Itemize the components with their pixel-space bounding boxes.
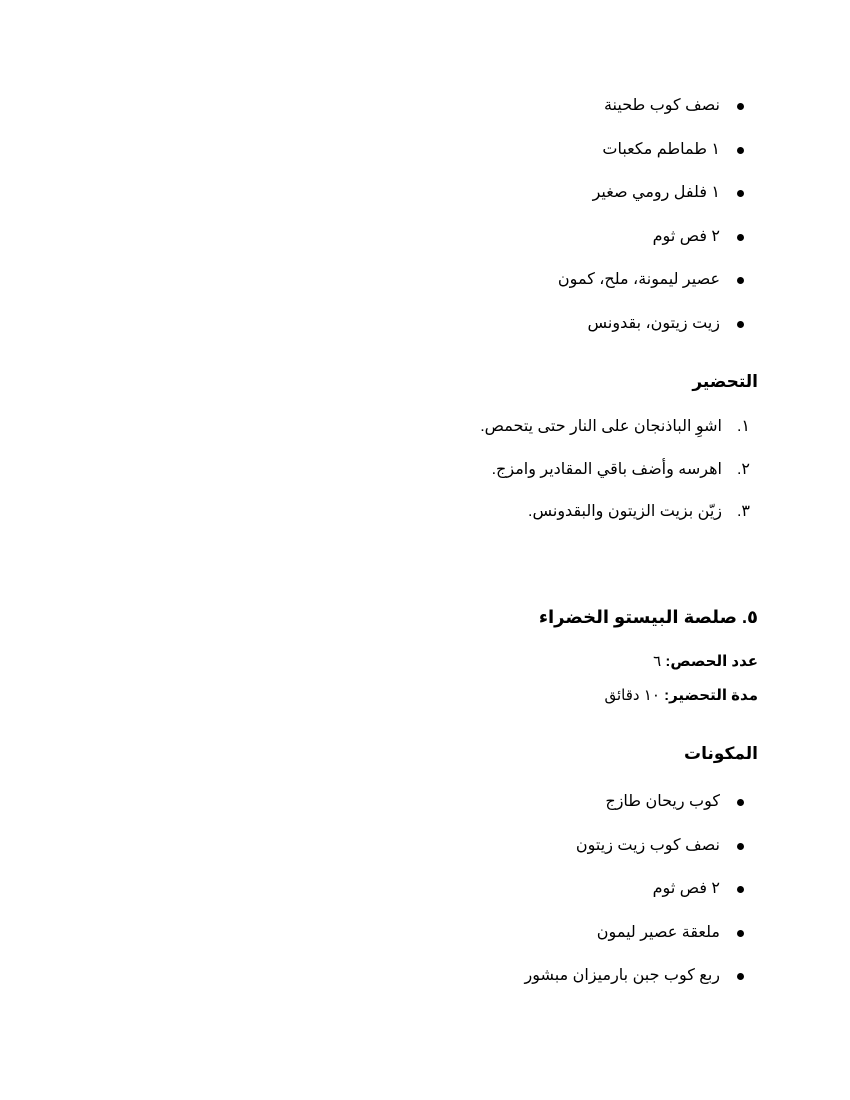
ingredients-heading: المكونات bbox=[683, 744, 758, 763]
list-item-text: عصير ليمونة، ملح، كمون bbox=[557, 271, 720, 288]
bullet-icon bbox=[737, 930, 744, 937]
ingredients-list-continued bbox=[250, 95, 750, 356]
bullet-icon bbox=[737, 886, 744, 893]
list-item bbox=[250, 313, 750, 357]
step-text: اهرسه وأضف باقي المقادير وامزج. bbox=[491, 460, 722, 478]
preparation-steps bbox=[250, 416, 750, 544]
servings-value: ٦ bbox=[653, 653, 662, 670]
step-item bbox=[250, 501, 750, 544]
list-item bbox=[250, 182, 750, 226]
list-item-text: ٢ فص ثوم bbox=[652, 880, 720, 897]
list-item bbox=[250, 922, 750, 966]
list-item bbox=[250, 226, 750, 270]
list-item-text: ربع كوب جبن بارميزان مبشور bbox=[524, 967, 720, 984]
step-text: زيّن بزيت الزيتون والبقدونس. bbox=[528, 503, 722, 520]
bullet-icon bbox=[737, 103, 744, 110]
list-item-text: نصف كوب زيت زيتون bbox=[575, 836, 720, 854]
list-item-text: ١ طماطم مكعبات bbox=[602, 140, 720, 158]
prep-time-value: ١٠ دقائق bbox=[604, 687, 660, 704]
step-number: ٣. bbox=[736, 503, 750, 520]
step-text: اشوِ الباذنجان على النار حتى يتحمص. bbox=[480, 418, 722, 435]
servings-label: عدد الحصص: bbox=[665, 653, 758, 670]
recipe-title: ٥. صلصة البيستو الخضراء bbox=[538, 607, 758, 627]
bullet-icon bbox=[737, 147, 744, 154]
list-item-text: ملعقة عصير ليمون bbox=[596, 923, 720, 941]
bullet-icon bbox=[737, 190, 744, 197]
bullet-icon bbox=[737, 277, 744, 284]
bullet-icon bbox=[737, 799, 744, 806]
list-item bbox=[250, 835, 750, 879]
list-item bbox=[250, 965, 750, 1009]
bullet-icon bbox=[737, 234, 744, 241]
prep-time-line bbox=[605, 686, 759, 706]
prep-time-label: مدة التحضير: bbox=[664, 687, 758, 704]
bullet-icon bbox=[737, 843, 744, 850]
list-item bbox=[250, 269, 750, 313]
list-item bbox=[250, 791, 750, 835]
list-item bbox=[250, 139, 750, 183]
list-item-text: ١ فلفل رومي صغير bbox=[592, 184, 720, 201]
list-item bbox=[250, 95, 750, 139]
list-item bbox=[250, 878, 750, 922]
list-item-text: ٢ فص ثوم bbox=[652, 227, 720, 245]
step-number: ١. bbox=[736, 418, 750, 435]
list-item-text: نصف كوب طحينة bbox=[603, 97, 720, 114]
servings-line bbox=[653, 652, 758, 672]
list-item-text: زيت زيتون، بقدونس bbox=[587, 314, 720, 332]
ingredients-list bbox=[250, 791, 750, 1009]
step-number: ٢. bbox=[736, 460, 750, 478]
bullet-icon bbox=[737, 321, 744, 328]
step-item bbox=[250, 459, 750, 502]
bullet-icon bbox=[737, 973, 744, 980]
list-item-text: كوب ريحان طازج bbox=[605, 793, 720, 810]
step-item bbox=[250, 416, 750, 459]
preparation-heading: التحضير bbox=[692, 372, 758, 391]
